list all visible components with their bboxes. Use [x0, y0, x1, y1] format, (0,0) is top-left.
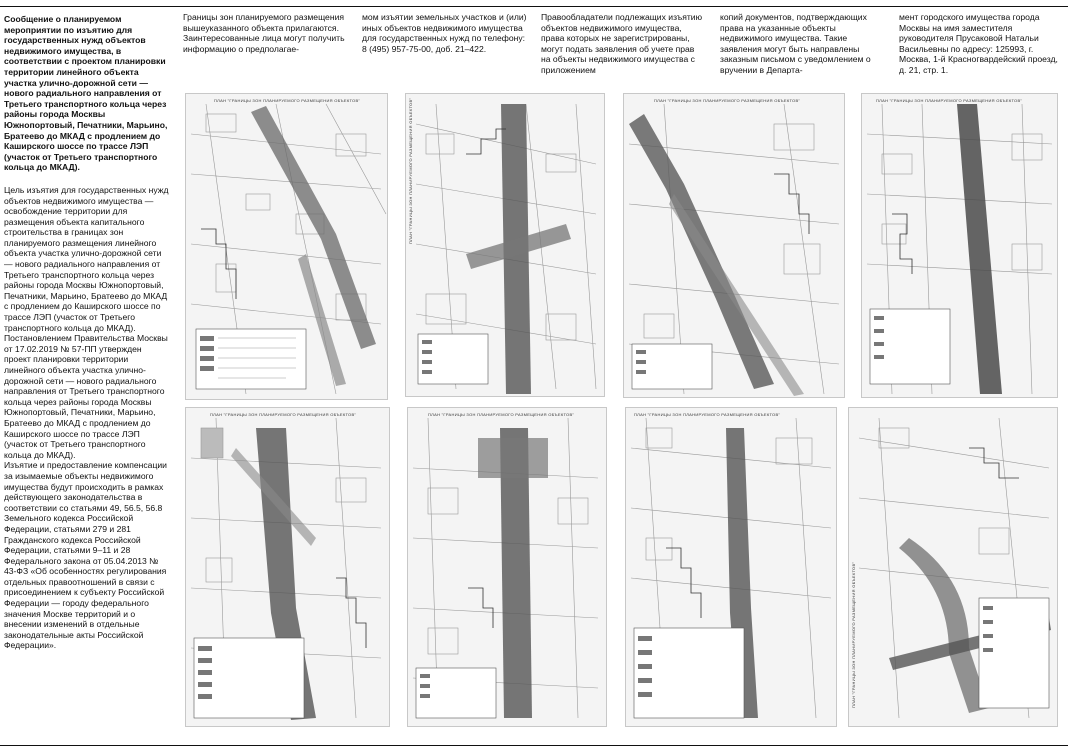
map-plan-7 — [625, 407, 837, 727]
top-rule — [0, 6, 1068, 7]
bottom-rule — [0, 745, 1068, 746]
map-plan-5 — [185, 407, 390, 727]
map-title: ПЛАН "ГРАНИЦЫ ЗОН ПЛАНИРУЕМОГО РАЗМЕЩЕНИЯ ОБЪЕКТОВ" — [428, 412, 575, 417]
map-plan-6 — [407, 407, 607, 727]
notice-title: Сообщение о планируемом мероприятии по изъятию для государственных нужд объектов недвижимого имущества, в соответствии с проектом планировки территории линейного объекта участка улично-дорожной сети — нового радиального направления от Третьего транспортного кольца через районы города Москвы Южнопортовый, Печатники, Марьино, Братеево до МКАД с продлением до Каширского шоссе по трассе ЛЭП (участок от Третьего транспортного кольца до МКАД). — [4, 14, 168, 173]
map-drawing — [862, 94, 1057, 397]
text-column-1: Границы зон планируемого размещения вышеуказанного объекта прилагаются. Заинтересованные лица могут получить информацию о предполагае- — [183, 12, 345, 54]
notice-body: Цель изъятия для государственных нужд объектов недвижимого имущества — освобождение территории для размещения объекта капитального строительства в границах зон планируемого размещения линейного объекта участка улично-дорожной сети — нового радиального направления от Третьего транспортного кольца через районы города Москвы Южнопортовый, Печатники, Марьино, Братеево до МКАД с продлением до Каширского шоссе по трассе ЛЭП (участок от Третьего транспортного кольца до МКАД). Постановлением Правительства Москвы от 17.02.2019 № 57-ПП утвержден проект планировки территории линейного объекта участка улично-дорожной сети — нового радиального направления от Третьего транспортного кольца через районы города Москвы Южнопортовый, Печатники, Марьино, Братеево до МКАД с продлением до Каширского шоссе по трассе ЛЭП (участок от Третьего транспортного кольца до МКАД). Изъятие и предоставление компенсации за изымаемые объекты недвижимого имущества будут происходить в рамках действующего законодательства в соответствии со статьями 49, 56.5, 56.8 Земельного кодекса Российской Федерации, статьями 279 и 281 Гражданского кодекса Российской Федерации, статьями 9–11 и 28 Федерального закона от 05.04.2013 № 43-ФЗ «Об особенностях регулирования отдельных правоотношений в связи с присоединением к субъекту Российской Федерации — городу федерального значения Москве территорий и о внесении изменений в отдельные законодательные акты Российской Федерации». — [4, 184, 169, 651]
text-column-5: мент городского имущества города Москвы на имя заместителя руководителя Прусаковой Натальи Васильевны по адресу: 125993, г. Москва, 1-й Красногвардейский проезд, д. 21, стр. 1. — [899, 12, 1058, 75]
map-plan-1 — [185, 93, 388, 400]
map-drawing — [186, 94, 387, 399]
map-title: ПЛАН "ГРАНИЦЫ ЗОН ПЛАНИРУЕМОГО РАЗМЕЩЕНИЯ ОБЪЕКТОВ" — [408, 97, 413, 244]
map-drawing — [626, 408, 836, 726]
map-plan-4 — [861, 93, 1058, 398]
map-title: ПЛАН "ГРАНИЦЫ ЗОН ПЛАНИРУЕМОГО РАЗМЕЩЕНИЯ ОБЪЕКТОВ" — [634, 412, 781, 417]
map-title: ПЛАН "ГРАНИЦЫ ЗОН ПЛАНИРУЕМОГО РАЗМЕЩЕНИЯ ОБЪЕКТОВ" — [876, 98, 1023, 103]
text-column-2: мом изъятии земельных участков и (или) иных объектов недвижимого имущества для государственных нужд по телефону: 8 (495) 957-75-00, доб. 21–422. — [362, 12, 527, 54]
map-drawing — [849, 408, 1057, 726]
map-title: ПЛАН "ГРАНИЦЫ ЗОН ПЛАНИРУЕМОГО РАЗМЕЩЕНИЯ ОБЪЕКТОВ" — [214, 98, 361, 103]
text-column-4: копий документов, подтверждающих права на указанные объекты недвижимого имущества. Такие заявления могут быть направлены заказным письмом с уведомлением о вручении в Департа- — [720, 12, 871, 75]
map-plan-2 — [405, 93, 605, 397]
map-drawing — [186, 408, 389, 726]
map-title: ПЛАН "ГРАНИЦЫ ЗОН ПЛАНИРУЕМОГО РАЗМЕЩЕНИЯ ОБЪЕКТОВ" — [210, 412, 357, 417]
map-drawing — [406, 94, 604, 396]
map-drawing — [624, 94, 844, 397]
map-title: ПЛАН "ГРАНИЦЫ ЗОН ПЛАНИРУЕМОГО РАЗМЕЩЕНИЯ ОБЪЕКТОВ" — [851, 561, 856, 708]
map-drawing — [408, 408, 606, 726]
text-column-3: Правообладатели подлежащих изъятию объектов недвижимого имущества, права которых не зарегистрированы, могут подать заявления об учете прав на объекты недвижимого имущества с приложением — [541, 12, 703, 75]
map-plan-3 — [623, 93, 845, 398]
map-plan-8 — [848, 407, 1058, 727]
map-title: ПЛАН "ГРАНИЦЫ ЗОН ПЛАНИРУЕМОГО РАЗМЕЩЕНИЯ ОБЪЕКТОВ" — [654, 98, 801, 103]
left-column — [4, 14, 170, 651]
